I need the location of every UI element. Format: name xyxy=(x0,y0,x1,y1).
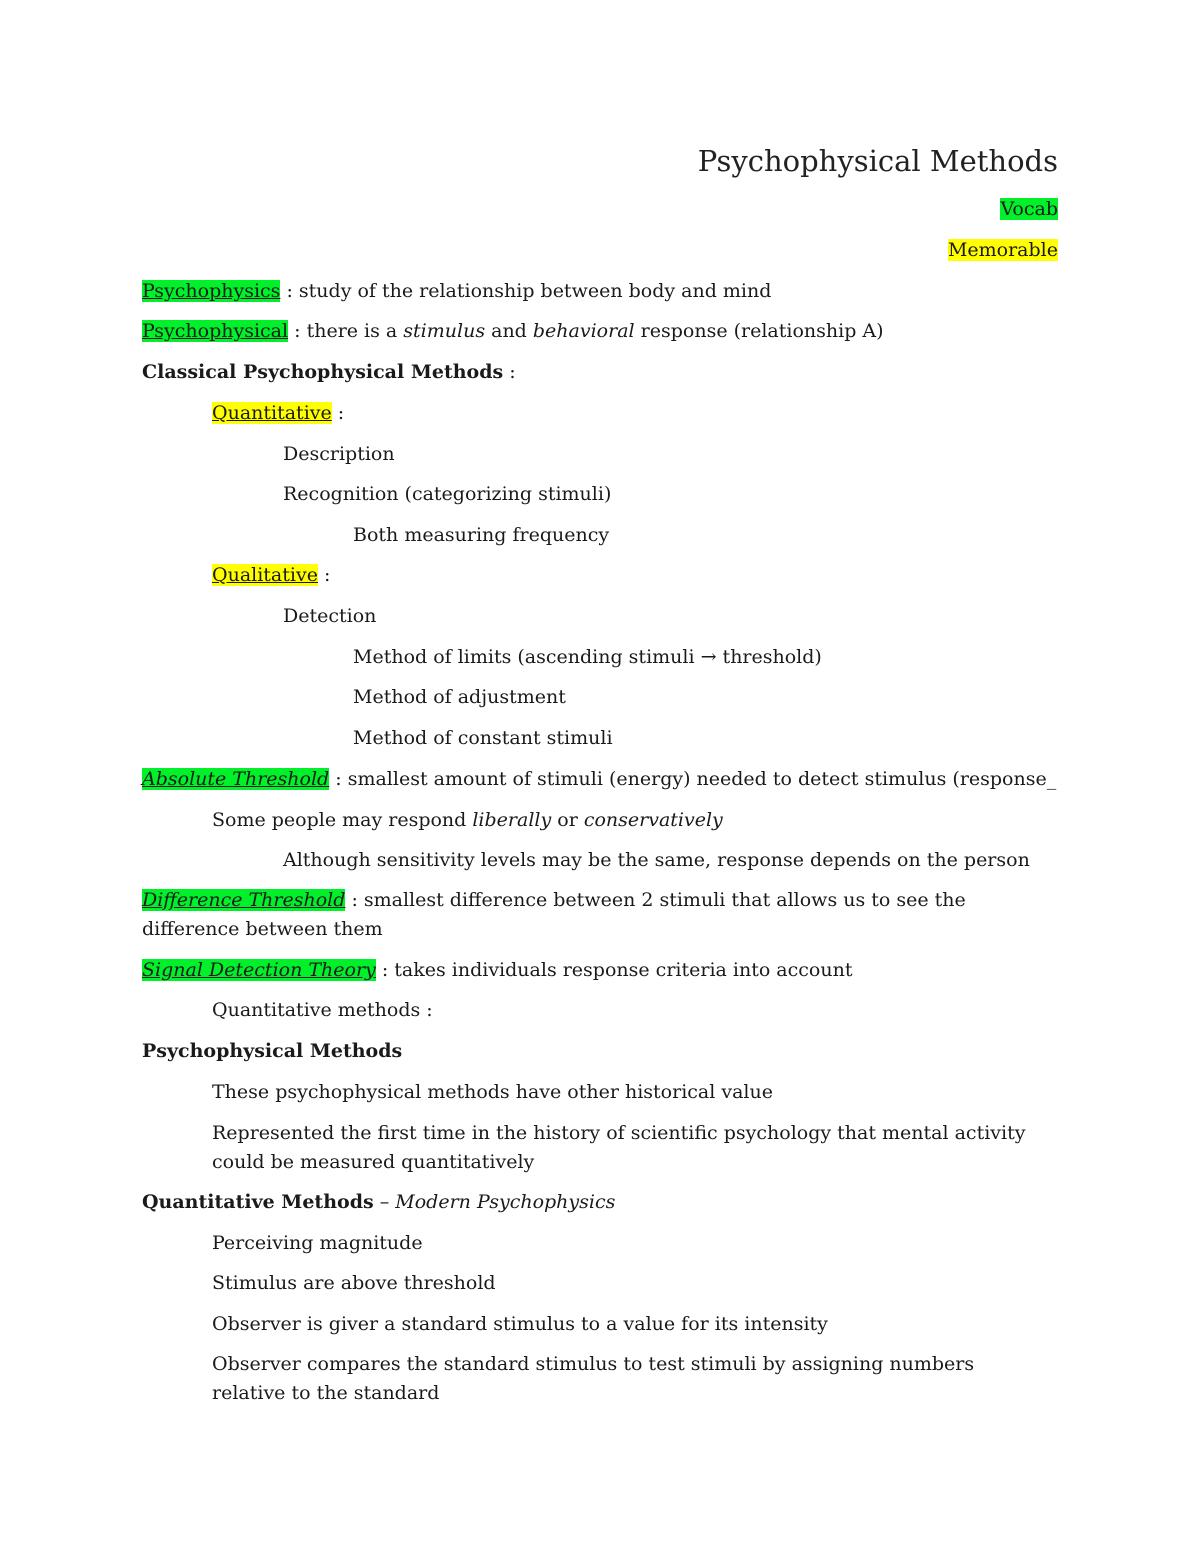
heading-text: Classical Psychophysical Methods xyxy=(142,361,504,383)
line-qualitative xyxy=(212,561,330,589)
italic-text: liberally xyxy=(472,809,552,831)
line-difference-threshold xyxy=(142,886,1042,944)
definition-text: : smallest difference between 2 stimuli that allows us to see the difference between them xyxy=(142,889,966,940)
definition-text: and xyxy=(485,320,533,342)
heading-dash: – xyxy=(373,1191,396,1213)
body-text: or xyxy=(551,809,584,831)
list-item: Stimulus are above threshold xyxy=(212,1272,496,1294)
section-heading xyxy=(142,358,516,386)
italic-text: stimulus xyxy=(403,320,486,342)
vocab-term: Difference Threshold xyxy=(142,889,346,911)
italic-text: conservatively xyxy=(583,809,723,831)
memorable-term: Quantitative xyxy=(212,402,332,424)
definition-text: : takes individuals response criteria into account xyxy=(375,959,853,981)
line-signal-detection-theory xyxy=(142,956,852,984)
italic-text: behavioral xyxy=(532,320,635,342)
list-item: Detection xyxy=(283,605,377,627)
document-title: Psychophysical Methods xyxy=(697,144,1058,178)
vocab-term: Signal Detection Theory xyxy=(142,959,376,981)
definition-text: : xyxy=(317,564,331,586)
vocab-term: Psychophysics xyxy=(142,280,281,302)
heading-colon: : xyxy=(503,361,516,383)
heading-subtitle: Modern Psychophysics xyxy=(395,1191,616,1213)
memorable-term: Qualitative xyxy=(212,564,318,586)
line-psychophysics xyxy=(142,277,771,305)
list-item xyxy=(212,806,723,834)
vocab-term: Psychophysical xyxy=(142,320,289,342)
heading-text: Quantitative Methods xyxy=(142,1191,374,1213)
definition-text: : smallest amount of stimuli (energy) needed to detect stimulus (response_ xyxy=(329,768,1057,790)
vocab-term: Absolute Threshold xyxy=(142,768,330,790)
legend-vocab-label: Vocab xyxy=(1000,198,1058,220)
list-item: These psychophysical methods have other historical value xyxy=(212,1081,773,1103)
legend-memorable xyxy=(948,237,1058,263)
list-item: Represented the first time in the history of scientific psychology that mental activity could be measured quantitatively xyxy=(212,1122,1026,1173)
list-item: Method of adjustment xyxy=(353,686,566,708)
list-item: Perceiving magnitude xyxy=(212,1232,423,1254)
line-absolute-threshold xyxy=(142,765,1056,793)
section-heading xyxy=(142,1188,615,1216)
list-item: Recognition (categorizing stimuli) xyxy=(283,483,612,505)
list-item: Observer compares the standard stimulus to test stimuli by assigning numbers relative to the standard xyxy=(212,1353,975,1404)
definition-text: : study of the relationship between body and mind xyxy=(280,280,772,302)
list-item: Although sensitivity levels may be the same, response depends on the person xyxy=(283,849,1030,871)
line-quantitative xyxy=(212,399,344,427)
section-heading: Psychophysical Methods xyxy=(142,1040,403,1062)
legend-memorable-label: Memorable xyxy=(947,239,1058,261)
legend-vocab xyxy=(1000,196,1058,222)
definition-text: : xyxy=(331,402,345,424)
body-text: Some people may respond xyxy=(212,809,473,831)
list-item: Method of limits (ascending stimuli → threshold) xyxy=(353,646,822,668)
list-item: Both measuring frequency xyxy=(353,524,610,546)
line-psychophysical xyxy=(142,317,884,345)
list-item: Description xyxy=(283,443,395,465)
definition-text: : there is a xyxy=(288,320,404,342)
list-item: Quantitative methods : xyxy=(212,999,433,1021)
list-item: Observer is giver a standard stimulus to a value for its intensity xyxy=(212,1313,828,1335)
definition-text: response (relationship A) xyxy=(634,320,884,342)
list-item: Method of constant stimuli xyxy=(353,727,613,749)
